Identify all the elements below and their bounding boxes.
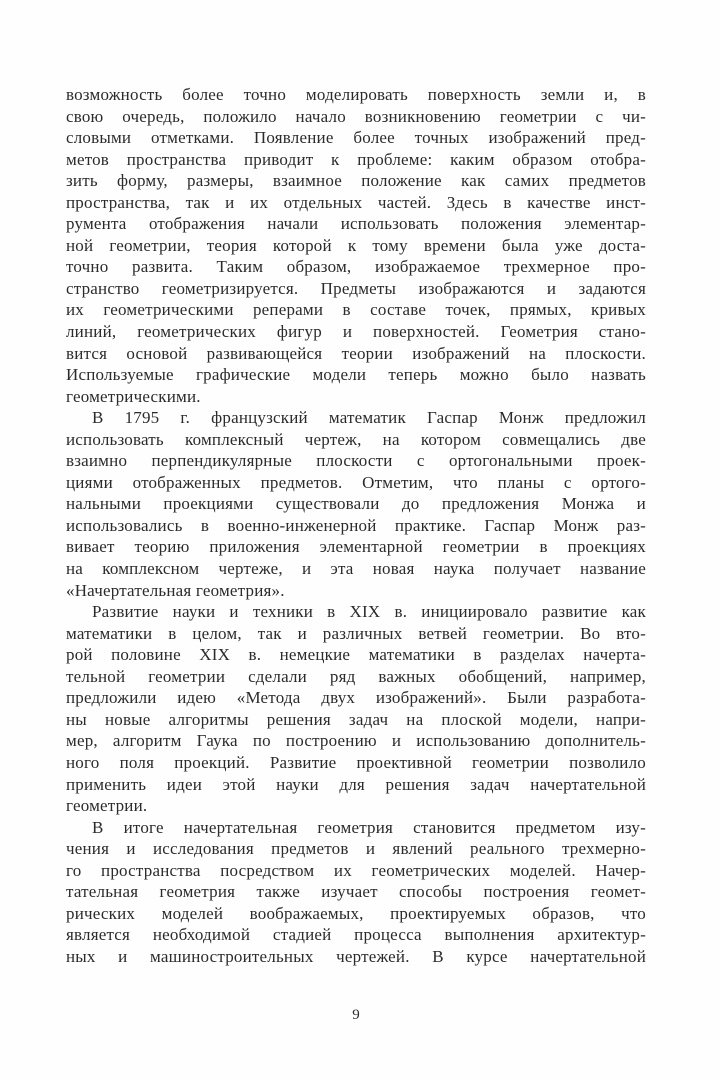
text-line: на комплексном чертеже, и эта новая наука получает название xyxy=(66,559,646,579)
text-line: Используемые графические модели теперь можно было назвать xyxy=(66,365,646,385)
text-line: В итоге начертательная геометрия становится предметом изу- xyxy=(92,817,646,837)
text-line: использовать комплексный чертеж, на котором совмещались две xyxy=(66,429,646,449)
text-line: зить форму, размеры, взаимное положение как самих предметов xyxy=(66,171,646,191)
text-line: ного поля проекций. Развитие проективной геометрии позволило xyxy=(66,752,646,772)
text-line: тельной геометрии сделали ряд важных обобщений, например, xyxy=(66,666,646,686)
text-line: го пространства посредством их геометрических моделей. Начер- xyxy=(66,860,646,880)
text-line: странство геометризируется. Предметы изображаются и задаются xyxy=(66,278,646,298)
text-line: взаимно перпендикулярные плоскости с ортогональными проек- xyxy=(66,451,646,471)
text-line: «Начертательная геометрия». xyxy=(66,580,285,600)
paragraph xyxy=(66,84,646,407)
text-line: метов пространства приводит к проблеме: каким образом отобра- xyxy=(66,149,646,169)
text-line: является необходимой стадией процесса выполнения архитектур- xyxy=(66,925,646,945)
text-line: чения и исследования предметов и явлений реального трехмерно- xyxy=(66,839,646,859)
text-line: Развитие науки и техники в XIX в. инициировало развитие как xyxy=(92,602,646,622)
text-line: ных и машиностроительных чертежей. В курсе начертательной xyxy=(66,946,646,966)
text-line: возможность более точно моделировать поверхность земли и, в xyxy=(66,85,646,104)
page-text xyxy=(66,84,646,967)
text-line: вивает теорию приложения элементарной геометрии в проекциях xyxy=(66,537,646,557)
text-line: ны новые алгоритмы решения задач на плоской модели, напри- xyxy=(66,709,646,729)
text-line: румента отображения начали использовать положения элементар- xyxy=(66,214,646,234)
text-line: рических моделей воображаемых, проектируемых образов, что xyxy=(66,903,646,923)
text-line: геометрическими. xyxy=(66,386,201,406)
text-line: предложили идею «Метода двух изображений». Были разработа- xyxy=(66,688,646,708)
text-line: математики в целом, так и различных ветвей геометрии. Во вто- xyxy=(66,623,646,643)
text-line: рой половине XIX в. немецкие математики в разделах начерта- xyxy=(66,645,646,665)
paragraph xyxy=(66,817,646,968)
text-line: пространства, так и их отдельных частей. Здесь в качестве инст- xyxy=(66,192,646,212)
text-line: использовались в военно-инженерной практике. Гаспар Монж раз- xyxy=(66,515,646,535)
text-line: линий, геометрических фигур и поверхностей. Геометрия стано- xyxy=(66,322,646,342)
text-line: их геометрическими реперами в составе точек, прямых, кривых xyxy=(66,300,646,320)
text-line: нальными проекциями существовали до предложения Монжа и xyxy=(66,494,646,514)
text-line: словыми отметками. Появление более точных изображений пред- xyxy=(66,128,646,148)
text-line: ной геометрии, теория которой к тому времени была уже доста- xyxy=(66,235,646,255)
text-line: геометрии. xyxy=(66,796,148,816)
text-line: мер, алгоритм Гаука по построению и использованию дополнитель- xyxy=(66,731,646,751)
text-line: вится основой развивающейся теории изображений на плоскости. xyxy=(66,343,646,363)
paragraph xyxy=(66,601,646,816)
text-line: точно развита. Таким образом, изображаемое трехмерное про- xyxy=(66,257,646,277)
paragraph xyxy=(66,407,646,601)
text-line: тательная геометрия также изучает способы построения геомет- xyxy=(66,882,646,902)
page-number: 9 xyxy=(352,1007,360,1023)
text-line: применить идеи этой науки для решения задач начертательной xyxy=(66,774,646,794)
text-line: В 1795 г. французский математик Гаспар Монж предложил xyxy=(92,408,646,428)
text-line: циями отображенных предметов. Отметим, что планы с ортого- xyxy=(66,472,646,492)
text-line: свою очередь, положило начало возникновению геометрии с чи- xyxy=(66,106,646,126)
